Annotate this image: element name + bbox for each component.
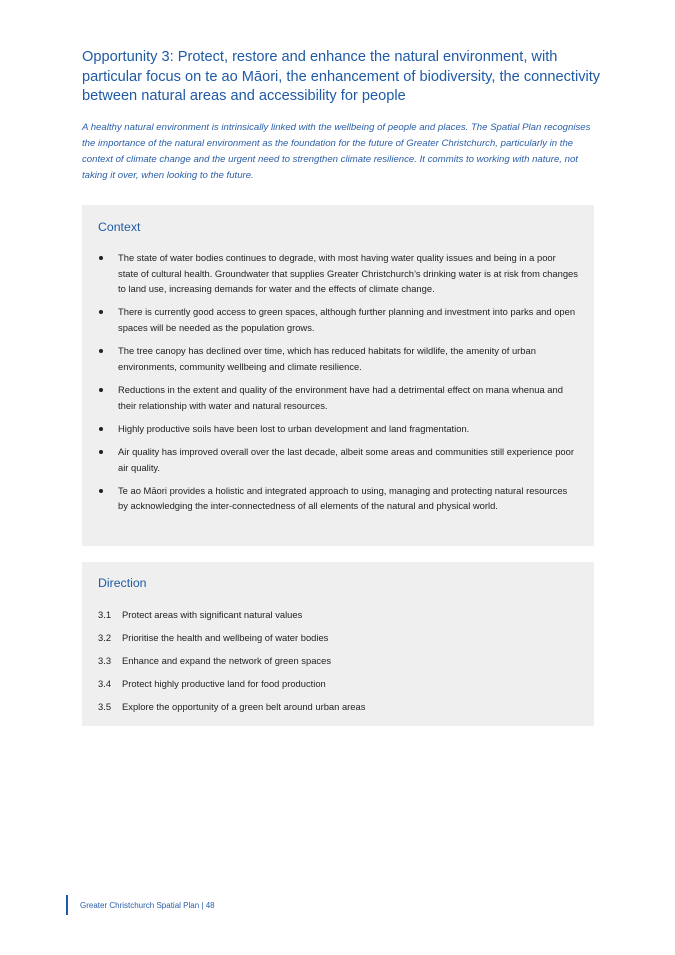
page-title: Opportunity 3: Protect, restore and enhance the natural environment, with particular focus on te ao Māori, the enhancement of biodiversity, the connectivity between natural areas and accessibility for people — [82, 49, 601, 104]
footer-text: Greater Christchurch Spatial Plan | 48 — [80, 900, 215, 910]
direction-item — [98, 653, 568, 668]
direction-text: Explore the opportunity of a green belt around urban areas — [122, 701, 366, 712]
direction-number: 3.2 — [98, 632, 112, 643]
context-item: Reductions in the extent and quality of the environment have had a detrimental effect on mana whenua and their relationship with water and natural resources. — [98, 382, 578, 413]
direction-number: 3.5 — [98, 701, 112, 712]
direction-item — [98, 630, 568, 645]
direction-item — [98, 676, 568, 691]
direction-panel — [82, 562, 594, 726]
context-item: Te ao Māori provides a holistic and integrated approach to using, managing and protecting natural resources by acknowledging the inter-connectedness of all elements of the natural and physical world. — [98, 483, 578, 514]
direction-text: Protect highly productive land for food production — [122, 678, 326, 689]
context-panel — [82, 205, 594, 546]
page-footer — [66, 895, 215, 915]
direction-text: Protect areas with significant natural values — [122, 609, 303, 620]
direction-title: Direction — [98, 576, 147, 590]
direction-item — [98, 607, 568, 622]
context-item: There is currently good access to green spaces, although further planning and investment into parks and open spaces will be needed as the population grows. — [98, 304, 578, 335]
direction-number: 3.1 — [98, 609, 112, 620]
footer-accent-bar — [66, 895, 68, 915]
context-item: Air quality has improved overall over the last decade, albeit some areas and communities still experience poor air quality. — [98, 444, 578, 475]
direction-text: Enhance and expand the network of green spaces — [122, 655, 332, 666]
direction-text: Prioritise the health and wellbeing of water bodies — [122, 632, 329, 643]
context-item: The state of water bodies continues to degrade, with most having water quality issues and being in a poor state of cultural health. Groundwater that supplies Greater Christchurch’s drinking water is at risk from changes to land use, increasing demands for water and the effects of climate change. — [98, 250, 578, 297]
context-list — [98, 250, 578, 521]
direction-number: 3.3 — [98, 655, 112, 666]
context-item: Highly productive soils have been lost to urban development and land fragmentation. — [98, 421, 578, 437]
direction-number: 3.4 — [98, 678, 112, 689]
context-item: The tree canopy has declined over time, which has reduced habitats for wildlife, the amenity of urban environments, community wellbeing and climate resilience. — [98, 343, 578, 374]
context-title: Context — [98, 220, 141, 234]
direction-item — [98, 699, 568, 714]
direction-list — [98, 607, 568, 722]
intro-paragraph: A healthy natural environment is intrinsically linked with the wellbeing of people and places. The Spatial Plan recognises the importance of the natural environment as the foundation for the future of Greater Christchurch, particularly in the context of climate change and the urgent need to strengthen climate resilience. It commits to working with nature, not taking it over, when looking to the future. — [82, 122, 591, 181]
